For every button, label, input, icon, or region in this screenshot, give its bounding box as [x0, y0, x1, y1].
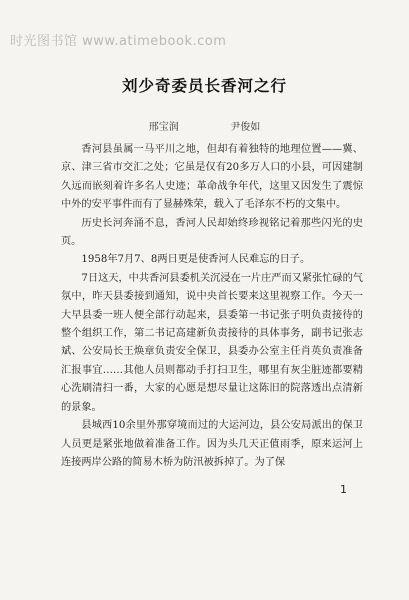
- paragraph-3: 1958年7月7、8两日更是使香河人民难忘的日子。: [81, 254, 311, 266]
- paragraph-4: 7日这天，中共香河县委机关沉浸在一片庄严而又紧张忙碌的气氛中，昨天县委接到通知，说中央首长要来这里视察工作。今天一大早县委一班人便全部行动起来，县委第一书记张子明负责接待的整个组织工作，第二书记高建新负责接待的具体事务，副书记张志斌、公安局长王焕章负责安全保卫，县委办公室主任肖英负责准备汇报事宜……其他人员则都动手打扫卫生，哪里有灰尘脏迹都要精心洗刷清扫一番，大家的心愿是想尽量让这陈旧的院落透出点清新的景象。: [61, 272, 363, 413]
- paragraph-5: 县城西10余里外那穿境而过的大运河边，县公安局派出的保卫人员更是紧张地做着准备工作。因为头几天正值雨季，原来运河上连接两岸公路的简易木桥为防汛被拆掉了。为了保: [61, 420, 363, 468]
- authors-line: 邢宝润 尹俊如: [148, 122, 261, 133]
- page-title: 刘少奇委员长香河之行: [121, 77, 287, 95]
- paragraph-2: 历史长河奔涌不息，香河人民却始终珍视铭记着那些闪光的史页。: [61, 217, 363, 248]
- article-body: [61, 141, 363, 472]
- page-number: 1: [340, 483, 347, 496]
- watermark: 时光图书馆 www.atimebook.com: [10, 34, 227, 49]
- paragraph-1: 香河县虽属一马平川之地，但却有着独特的地理位置——冀、京、津三省市交汇之处；它虽是仅有20多万人口的小县，可因建制久远而嵌刻着许多名人史迹；革命战争年代，这里又因发生了震惊中外的安平事件而有了显赫殊荣，载入了毛泽东不朽的文集中。: [61, 144, 363, 211]
